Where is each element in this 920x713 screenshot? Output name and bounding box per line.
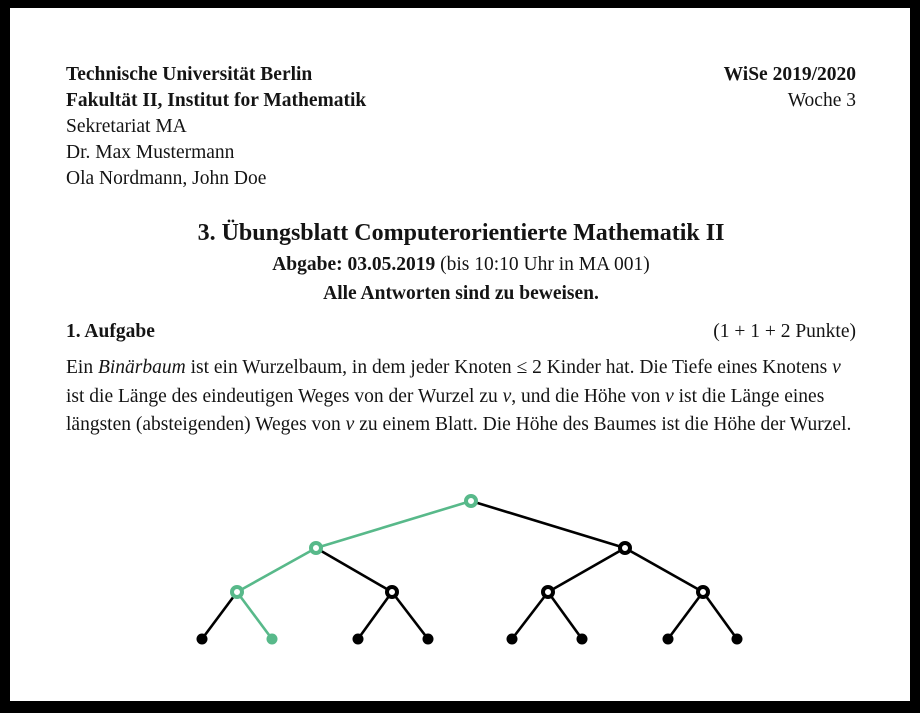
document-header — [66, 62, 856, 192]
header-left-block — [66, 62, 366, 192]
tree-node-l6 — [663, 634, 674, 645]
paragraph-text: ist ein Wurzelbaum, in dem jeder Knoten ≤ 2 Kinder hat. Die Tiefe eines Knotens — [185, 357, 833, 378]
secretariat-line: Sekretariat MA — [66, 116, 187, 137]
tree-node-l4 — [507, 634, 518, 645]
tree-node-root — [466, 496, 476, 506]
paragraph-text: Ein — [66, 357, 98, 378]
tree-edge-root-n11 — [471, 501, 625, 548]
task-points: (1 + 1 + 2 Punkte) — [713, 321, 856, 342]
header-right-block — [724, 62, 856, 114]
week-line: Woche 3 — [787, 90, 856, 111]
math-variable-text: v — [832, 357, 841, 378]
tree-edge-n21-l2 — [358, 592, 392, 639]
sheet-title: 3. Übungsblatt Computerorientierte Mathematik II — [197, 220, 725, 246]
tree-edge-n10-n20 — [237, 548, 316, 592]
tree-edge-n20-l1 — [237, 592, 272, 639]
tree-node-n11 — [620, 543, 630, 553]
due-date-details: (bis 10:10 Uhr in MA 001) — [440, 254, 650, 275]
paper-sheet — [10, 8, 910, 701]
tree-node-l2 — [353, 634, 364, 645]
assistants-line: Ola Nordmann, John Doe — [66, 168, 267, 189]
math-variable-text: Binärbaum — [97, 357, 186, 378]
tree-node-n10 — [311, 543, 321, 553]
task-paragraph — [66, 354, 856, 440]
lecturer-line: Dr. Max Mustermann — [66, 142, 235, 163]
paragraph-text: zu einem Blatt. Die Höhe des Baumes ist die Höhe der Wurzel. — [354, 414, 852, 435]
tree-edge-n21-l3 — [392, 592, 428, 639]
tree-node-l7 — [732, 634, 743, 645]
due-date-bold: Abgabe: 03.05.2019 — [272, 254, 436, 275]
paragraph-text: ist die Länge des eindeutigen Weges von der Wurzel zu — [66, 385, 503, 407]
task-heading: 1. Aufgabe — [66, 321, 155, 342]
page-content — [66, 62, 856, 440]
due-date-line — [66, 250, 856, 279]
tree-node-n21 — [387, 587, 397, 597]
tree-edge-n11-n23 — [625, 548, 703, 592]
tree-node-l1 — [267, 634, 278, 645]
faculty-name: Fakultät II, Institut for Mathematik — [66, 90, 367, 111]
tree-node-n20 — [232, 587, 242, 597]
tree-edge-n22-l5 — [548, 592, 582, 639]
tree-edge-n22-l4 — [512, 592, 548, 639]
tree-edge-n11-n22 — [548, 548, 625, 592]
tree-edge-n23-l7 — [703, 592, 737, 639]
tree-node-n22 — [543, 587, 553, 597]
math-variable-text: v — [665, 385, 674, 407]
tree-edge-n23-l6 — [668, 592, 703, 639]
paragraph-text: , und die Höhe von — [511, 385, 666, 407]
tree-node-l3 — [423, 634, 434, 645]
university-name: Technische Universität Berlin — [66, 64, 313, 85]
proof-note: Alle Antworten sind zu beweisen. — [323, 283, 599, 304]
tree-edge-n10-n21 — [316, 548, 392, 592]
tree-node-l0 — [197, 634, 208, 645]
tree-edge-root-n10 — [316, 501, 471, 548]
tree-edge-n20-l0 — [202, 592, 237, 639]
semester-line: WiSe 2019/2020 — [723, 64, 856, 85]
task-header-row — [66, 317, 856, 346]
paragraph-text: ist die Länge eines längsten (absteigenden) Weges von — [66, 385, 825, 435]
math-variable-text: v — [345, 414, 355, 435]
math-variable-text: v — [502, 385, 512, 407]
tree-node-l5 — [577, 634, 588, 645]
tree-node-n23 — [698, 587, 708, 597]
